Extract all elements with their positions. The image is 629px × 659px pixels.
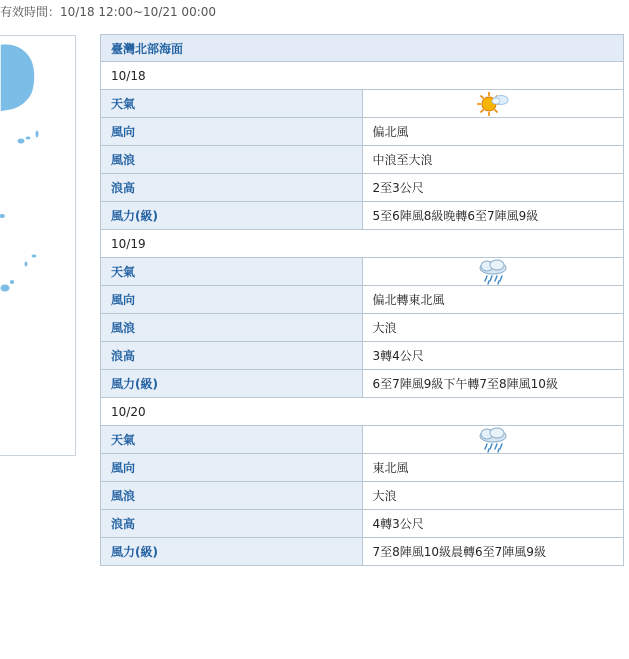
- label-wave: 風浪: [101, 482, 363, 510]
- wind-direction-value: 偏北風: [362, 118, 624, 146]
- date-row: 10/20: [101, 398, 624, 426]
- label-wave-height: 浪高: [101, 510, 363, 538]
- label-wave: 風浪: [101, 314, 363, 342]
- wind-force-value: 7至8陣風10級晨轉6至7陣風9級: [362, 538, 624, 566]
- label-wave: 風浪: [101, 146, 363, 174]
- sea-forecast-table: [100, 34, 624, 566]
- taiwan-map-icon: [0, 36, 75, 455]
- sunny-cloudy-icon: [476, 91, 510, 117]
- label-wind-direction: 風向: [101, 118, 363, 146]
- label-wind-direction: 風向: [101, 286, 363, 314]
- wave-value: 大浪: [362, 314, 624, 342]
- wave-height-value: 3轉4公尺: [362, 342, 624, 370]
- wave-value: 大浪: [362, 482, 624, 510]
- label-wave-height: 浪高: [101, 342, 363, 370]
- weather-cell: [362, 426, 624, 454]
- label-wind-direction: 風向: [101, 454, 363, 482]
- label-wind-force: 風力(級): [101, 202, 363, 230]
- wind-force-value: 5至6陣風8級晚轉6至7陣風9級: [362, 202, 624, 230]
- rain-icon: [476, 259, 510, 285]
- wave-height-value: 2至3公尺: [362, 174, 624, 202]
- date-row: 10/19: [101, 230, 624, 258]
- wind-force-value: 6至7陣風9級下午轉7至8陣風10級: [362, 370, 624, 398]
- label-weather: 天氣: [101, 258, 363, 286]
- label-weather: 天氣: [101, 426, 363, 454]
- wave-height-value: 4轉3公尺: [362, 510, 624, 538]
- label-wind-force: 風力(級): [101, 538, 363, 566]
- wind-direction-value: 東北風: [362, 454, 624, 482]
- sea-area-map[interactable]: [0, 35, 76, 456]
- label-wind-force: 風力(級): [101, 370, 363, 398]
- label-weather: 天氣: [101, 90, 363, 118]
- wind-direction-value: 偏北轉東北風: [362, 286, 624, 314]
- region-title: 臺灣北部海面: [101, 35, 624, 62]
- validity-time: 有效時間：10/18 12:00~10/21 00:00: [0, 5, 217, 19]
- weather-cell: [362, 258, 624, 286]
- weather-cell: [362, 90, 624, 118]
- wave-value: 中浪至大浪: [362, 146, 624, 174]
- label-wave-height: 浪高: [101, 174, 363, 202]
- rain-icon: [476, 427, 510, 453]
- date-row: 10/18: [101, 62, 624, 90]
